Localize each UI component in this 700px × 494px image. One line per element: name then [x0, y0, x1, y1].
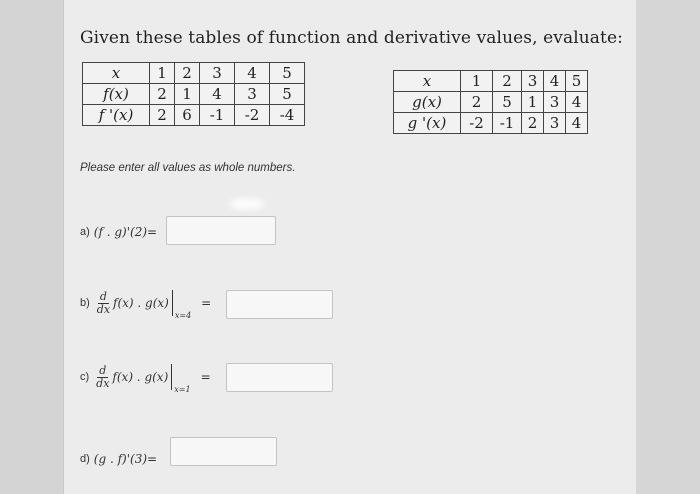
table-cell: 1: [150, 63, 175, 84]
background-strip: [636, 0, 700, 494]
evaluation-bar: [171, 364, 172, 390]
question-expression: f(x) . g(x): [112, 370, 169, 384]
table-cell: 4: [235, 63, 270, 84]
table-cell: 3: [235, 84, 270, 105]
instructions-note: Please enter all values as whole numbers.: [80, 162, 296, 174]
table-cell: 4: [200, 84, 235, 105]
row-label: f(x): [83, 84, 150, 105]
table-row: [394, 92, 588, 113]
question-expression: f(x) . g(x): [113, 296, 169, 310]
table-row: [83, 105, 305, 126]
table-cell: 1: [461, 71, 493, 92]
derivative-numerator: d: [99, 363, 107, 377]
table-cell: 2: [175, 63, 200, 84]
table-cell: 6: [175, 105, 200, 126]
table-cell: -2: [461, 113, 493, 134]
table-cell: 2: [493, 71, 522, 92]
page-title: Given these tables of function and derivative values, evaluate:: [80, 28, 623, 48]
table-cell: 3: [522, 71, 544, 92]
equals-sign: =: [201, 296, 212, 310]
f-values-table: [82, 62, 305, 126]
question-b: [80, 289, 212, 320]
table-cell: 2: [461, 92, 493, 113]
derivative-numerator: d: [99, 289, 107, 303]
question-d: [80, 452, 157, 466]
question-expression: (f . g)'(2)=: [93, 225, 158, 239]
question-letter: c): [80, 371, 90, 383]
answer-input-a[interactable]: [166, 216, 276, 245]
table-cell: -1: [493, 113, 522, 134]
table-cell: 3: [200, 63, 235, 84]
equals-sign: =: [200, 370, 211, 384]
table-header-row: [83, 63, 305, 84]
question-letter: d): [80, 453, 90, 465]
table-cell: 4: [566, 92, 588, 113]
x-header-cell: x: [83, 63, 150, 84]
answer-input-d[interactable]: [170, 437, 277, 466]
question-letter: b): [80, 297, 90, 309]
table-cell: 2: [150, 105, 175, 126]
x-header-cell: x: [394, 71, 461, 92]
table-cell: 2: [522, 113, 544, 134]
table-cell: -1: [200, 105, 235, 126]
answer-input-c[interactable]: [226, 363, 333, 392]
table-cell: 4: [544, 71, 566, 92]
table-cell: 5: [270, 84, 305, 105]
question-a: [80, 225, 157, 239]
table-row: [394, 113, 588, 134]
evaluation-bar: [172, 290, 173, 316]
row-label: f '(x): [83, 105, 150, 126]
table-header-row: [394, 71, 588, 92]
derivative-denominator: dx: [96, 302, 111, 316]
table-cell: -4: [270, 105, 305, 126]
question-expression: (g . f)'(3)=: [93, 452, 158, 466]
question-c: [80, 363, 211, 394]
table-cell: 3: [544, 92, 566, 113]
row-label: g '(x): [394, 113, 461, 134]
table-cell: 1: [522, 92, 544, 113]
evaluation-point: x=1: [174, 385, 191, 394]
evaluation-point: x=4: [174, 311, 192, 320]
derivative-operator: [96, 365, 109, 390]
table-cell: 2: [150, 84, 175, 105]
answer-input-b[interactable]: [226, 290, 333, 319]
table-cell: 5: [566, 71, 588, 92]
derivative-denominator: dx: [96, 376, 110, 390]
table-cell: 5: [493, 92, 522, 113]
table-cell: -2: [235, 105, 270, 126]
table-cell: 5: [270, 63, 305, 84]
question-letter: a): [80, 226, 90, 238]
table-cell: 3: [544, 113, 566, 134]
table-row: [83, 84, 305, 105]
derivative-operator: [97, 291, 110, 316]
g-values-table: [393, 70, 588, 134]
glare-spot: [230, 198, 264, 210]
table-cell: 1: [175, 84, 200, 105]
table-cell: 4: [566, 113, 588, 134]
row-label: g(x): [394, 92, 461, 113]
